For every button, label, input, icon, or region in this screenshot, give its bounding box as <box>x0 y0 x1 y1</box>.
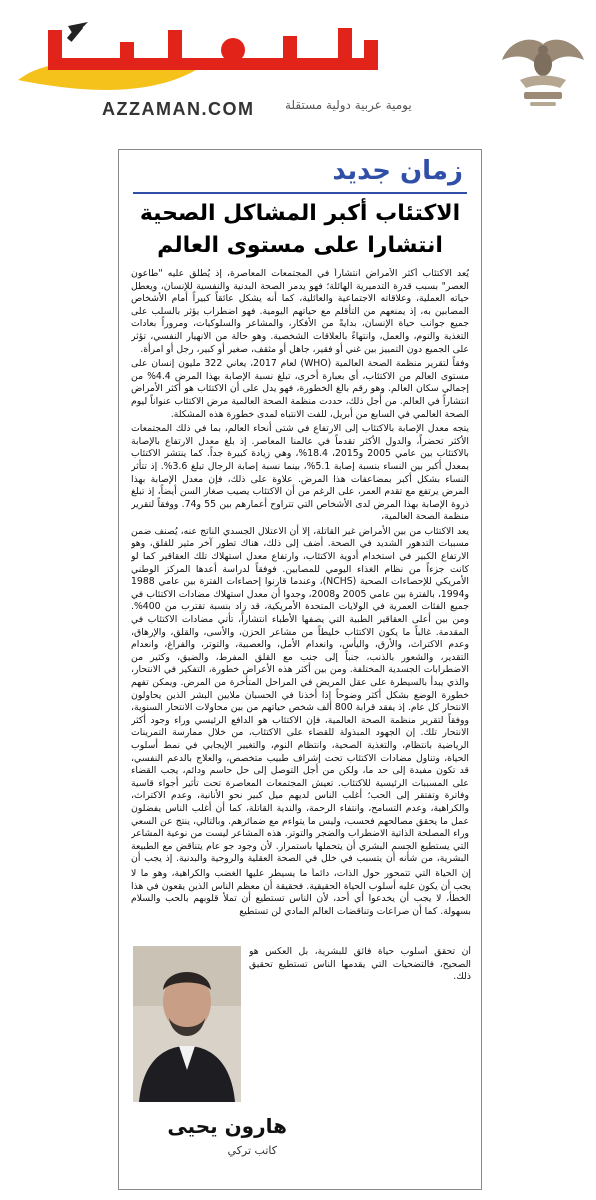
article-headline <box>133 198 467 262</box>
body-paragraph: يعد الاكتئاب من بين الأمراض غير القاتلة، إلا أن الاعتلال الجسدي الناتج عنه، يُصنف ضمن مسببات التدهور الشديد في الصحة. أضف إلى ذلك، هناك تطور آخر مثير للقلق، وهو الارتفاع الكبير في استخدام أدوية الاكتئاب، وارتفاع معدل استهلاك تلك العقاقير كما لو كانت جزءاً من نظام الغذاء اليومي للمصابين. فوفقاً لدراسة أعدها المركز الوطني الأمريكي للإحصاءات الصحية (NCHS)، وعندما قارنوا إحصاءات الفترة بين عامي 1988 و1994، بالفترة بين عامي 2005 و2008، وجدوا أن معدل استهلاك مضادات الاكتئاب في جميع الفئات العمرية في الولايات المتحدة الأمريكية، قد زاد بنسبة تقترب من 400%. ومن بين أعلى العقاقير الطبية التي يصفها الأطباء انتشاراً، تأتي مضادات الاكتئاب في المقدمة. غالباً ما يكون الاكتئاب خليطاً من مشاعر الحزن، والأسى، والقلق، والإرهاق، وعدم الاكتراث، والأرق، واليأس، وانعدام الأمل، والعصبية، والتوتر، والفراغ، وانعدام التقدير، والشعور بالذنب، جنباً إلى جنب مع القلق المفرط، والضيق، وكثير من الاضطرابات الجسدية المختلفة. ومن بين أكثر هذه الأعراض خطورة، التفكير في الانتحار، والذي يبدأ بالسيطرة على عقل المريض في المراحل المتأخرة من المرض. ويمكن تفهم خطورة الوضع بشكل أكثر وضوحاً إذا أخذنا في الحسبان ملايين البشر الذين يحاولون الانتحار كل عام. إذ يفقد قرابة 800 ألف شخص حياتهم من بين محاولات الانتحار السنوية، ووفقاً لتقرير منظمة الصحة العالمية، فإن الاكتئاب هو الدافع الرئيسي وراء وجود أكثر الانتحار تلك. إن الجهود المبذولة للقضاء على الاكتئاب، من خلال ممارسة التمرينات الرياضية بانتظام، والتغذية الصحية، وانتظام النوم، والتغيير الإيجابي في نمط أسلوب الحياة، وتناول مضادات الاكتئاب تحت إشراف طبيب متخصص، والعلاج بالدعم النفسي، قد تكون مفيدة إلى حد ما، ولكن من أجل التوصل إلى حل حاسم ودائم، يجب القضاء على المسببات الرئيسية للاكتئاب. تعيش المجتمعات المعاصرة تحت تأثير أجواء قاسية وفاترة وتفتقر إلى الحب؛ أغلب الناس لديهم ميل كبير نحو الأنانية، وعدم الاكتراث، والكراهية، وعدم التسامح، وانتفاء الرحمة، والندية القاتلة، كما أن أغلب الناس يفضلون عمل ما يحقق مصالحهم فحسب، وليس ما يتواءم مع ضمائرهم. وبالتالي، ينتج عن السعي وراء المصلحة الذاتية الاضطراب والضجر والتوتر. هذه المشاعر ليست من نوعية المشاعر التي يستطيع الجسم البشري أن يتحملها باستمرار. لأن وجود جو عام يتناقض مع الطبيعة البشرية، من شأنه أن يتسبب في خلل في الصحة العقلية والروحية والبدنية. إذ يجب أن <box>131 525 469 864</box>
section-title: زمان جديد <box>332 156 463 186</box>
logo-latin-text: AZZAMAN.COM <box>102 99 255 119</box>
body-paragraph: إن الحياة التي تتمحور حول الذات، دائماً ما يسيطر عليها الغضب والكراهية، وهو ما لا يجب أن يكون عليه أسلوب الحياة الحقيقية. فحقيقة أن معظم الناس الذين يقعون في هذا الخطأ، لا يجب أن يخدعوا أي أحد، لأن الناس تستطيع أن تملأ قلوبهم بالحب والسلام بسهولة. كما أن صراعات وتناقضات العالم المادي لن تستطيع <box>131 868 471 917</box>
masthead <box>0 0 596 130</box>
body-paragraph: وفقاً لتقرير منظمة الصحة العالمية (WHO) لعام 2017، يعاني 322 مليون إنسان على مستوى العالم من الاكتئاب، أي بعبارة أخرى، تبلغ نسبة الإصابة بهذا المرض 4.4% من إجمالي سكان العالم. وهو رقم بالغ الخطورة، فهو يدل على أن الاكتئاب هو أكثر الأمراض انتشاراً في العالم. من أجل ذلك، حددت منظمة الصحة العالمية مرض الاكتئاب عنواناً ليوم الصحة العالمي في السابع من أبريل، للفت الانتباه لمدى خطورة هذه المشكلة. <box>131 358 469 420</box>
body-paragraph: يُعد الاكتئاب أكثر الأمراض انتشاراً في المجتمعات المعاصرة، إذ يُطلق عليه "طاعون العصر" بسبب قدرة التدميرية الهائلة؛ فهو يدمر الصحة البدنية والنفسية للإنسان، ويعطل حياته العملية، وعلاقاته الاجتماعية والعائلية، كما أنه يشكل عائقاً كبيراً أمام الأشخاص المصابين به، إذ يمنعهم من التأقلم مع حياتهم اليومية. فهو اضطراب يؤثر بالسلب على جميع جوانب حياة الإنسان، بدايةً من الأفكار، والمشاعر والسلوكيات، ومروراً بعادات التغذية والنوم، والعمل، وانتهاءً بالعلاقات الشخصية. وهو حالة من الانهيار النفسي، تؤثر على الجميع دون التمييز بين غني أو فقير، جاهل أو مثقف، صغير أو كبير، رجل أو امرأة. <box>131 268 469 355</box>
article-bottom <box>119 868 483 1188</box>
side-paragraph: أن تحقق أسلوب حياة فائق للبشرية، بل العكس هو الصحيح، فالتضحيات التي يقدمها الناس تستطيع تحقيق ذلك. <box>249 946 471 983</box>
closing-paragraph <box>131 868 471 944</box>
article-frame <box>118 149 482 1190</box>
article-body <box>131 268 469 864</box>
headline-line-2: انتشارا على مستوى العالم <box>157 233 443 258</box>
headline-line-1: الاكتئاب أكبر المشاكل الصحية <box>139 201 461 226</box>
author-role: كاتب تركي <box>227 1144 277 1157</box>
author-photo <box>133 946 241 1102</box>
azzaman-logo[interactable] <box>8 22 428 102</box>
eagle-emblem-icon <box>500 34 586 110</box>
author-name: هارون يحيى <box>167 1114 287 1138</box>
logo-tagline: يومية عربية دولية مستقلة <box>285 98 412 112</box>
section-divider <box>133 192 467 194</box>
body-paragraph: يتجه معدل الإصابة بالاكتئاب إلى الارتفاع في شتى أنحاء العالم، بما في ذلك المجتمعات الأكثر تحضراً، والدول الأكثر تقدماً في عالمنا المعاصر. إذ بلغ معدل الارتفاع بالإصابة بالاكتئاب بين عامي 2005 و2015، 18.4%، وهي زيادة كبيرة جداً. كما ينتشر الاكتئاب بمعدل أكبر بين النساء بنسبة إصابة 5.1%، بينما نسبة إصابة الرجال تبلغ 3.6%. إذ تتأثر النساء بشكل أكبر بمضاعفات هذا المرض. علاوة على ذلك، فإن معدل الإصابة بهذا المرض يرتفع مع تقدم العمر، على الرغم من أن الاكتئاب يصيب صغار السن أيضاً، إذ تبلغ ذروة الإصابة بهذا المرض لدى الأشخاص التي تتراوح أعمارهم بين 55 و74. ووفقاً لتقرير منظمة الصحة العالمية، <box>131 423 469 523</box>
